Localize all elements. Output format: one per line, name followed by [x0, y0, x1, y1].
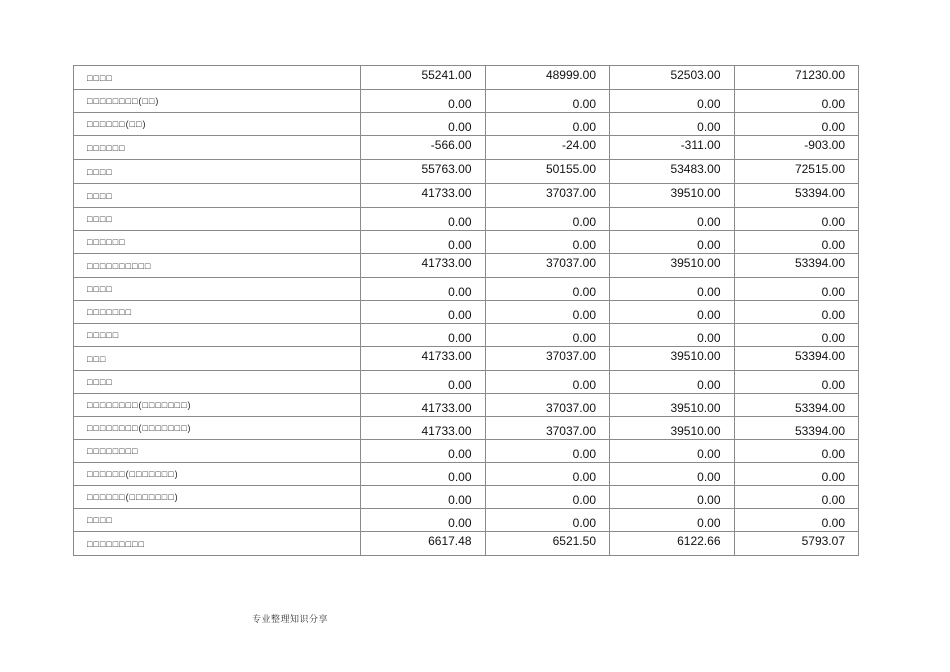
value-cell-col-4: 0.00	[734, 231, 859, 254]
value-cell-col-1: 0.00	[361, 324, 486, 347]
value-cell-col-2: 6521.50	[485, 532, 610, 556]
table-row	[74, 184, 859, 208]
row-label: □□□□□□(□□□□□□□)	[74, 463, 361, 486]
value-cell-col-3: 53483.00	[610, 160, 735, 184]
value-cell-col-2: 0.00	[485, 324, 610, 347]
value-cell-col-3: 0.00	[610, 113, 735, 136]
value-cell-col-3: 6122.66	[610, 532, 735, 556]
value-cell-col-4: 71230.00	[734, 66, 859, 90]
value-cell-col-2: 0.00	[485, 90, 610, 113]
value-cell-col-4: 0.00	[734, 208, 859, 231]
value-cell-col-1: 0.00	[361, 278, 486, 301]
row-label: □□□□□□□□□□	[74, 254, 361, 278]
table-row	[74, 532, 859, 556]
value-cell-col-1: 0.00	[361, 301, 486, 324]
value-cell-col-1: 0.00	[361, 509, 486, 532]
table-row	[74, 463, 859, 486]
table-row	[74, 113, 859, 136]
value-cell-col-4: -903.00	[734, 136, 859, 160]
value-cell-col-3: 0.00	[610, 486, 735, 509]
value-cell-col-4: 0.00	[734, 509, 859, 532]
value-cell-col-3: 39510.00	[610, 184, 735, 208]
value-cell-col-3: 0.00	[610, 231, 735, 254]
table-row	[74, 440, 859, 463]
value-cell-col-1: 0.00	[361, 463, 486, 486]
value-cell-col-4: 0.00	[734, 486, 859, 509]
table-row	[74, 231, 859, 254]
table-row	[74, 509, 859, 532]
row-label: □□□□	[74, 66, 361, 90]
value-cell-col-2: 50155.00	[485, 160, 610, 184]
value-cell-col-4: 0.00	[734, 113, 859, 136]
value-cell-col-2: 0.00	[485, 371, 610, 394]
value-cell-col-3: 0.00	[610, 301, 735, 324]
row-label: □□□□	[74, 184, 361, 208]
row-label: □□□□□□□	[74, 301, 361, 324]
value-cell-col-1: 41733.00	[361, 417, 486, 440]
value-cell-col-1: 0.00	[361, 231, 486, 254]
value-cell-col-4: 53394.00	[734, 417, 859, 440]
value-cell-col-3: 39510.00	[610, 254, 735, 278]
value-cell-col-3: 0.00	[610, 440, 735, 463]
value-cell-col-4: 0.00	[734, 463, 859, 486]
value-cell-col-1: 55763.00	[361, 160, 486, 184]
value-cell-col-3: 0.00	[610, 463, 735, 486]
value-cell-col-3: 0.00	[610, 509, 735, 532]
row-label: □□□□□□(□□□□□□□)	[74, 486, 361, 509]
value-cell-col-4: 53394.00	[734, 394, 859, 417]
row-label: □□□□□□(□□)	[74, 113, 361, 136]
value-cell-col-2: 37037.00	[485, 184, 610, 208]
value-cell-col-3: 39510.00	[610, 394, 735, 417]
value-cell-col-1: 41733.00	[361, 254, 486, 278]
value-cell-col-2: 0.00	[485, 301, 610, 324]
value-cell-col-3: 39510.00	[610, 417, 735, 440]
value-cell-col-4: 0.00	[734, 278, 859, 301]
financial-table-container	[73, 65, 859, 556]
value-cell-col-1: -566.00	[361, 136, 486, 160]
value-cell-col-1: 6617.48	[361, 532, 486, 556]
value-cell-col-2: 0.00	[485, 231, 610, 254]
row-label: □□□□	[74, 509, 361, 532]
row-label: □□□□□□□□	[74, 440, 361, 463]
value-cell-col-2: 0.00	[485, 440, 610, 463]
row-label: □□□□□□□□(□□)	[74, 90, 361, 113]
value-cell-col-1: 55241.00	[361, 66, 486, 90]
value-cell-col-2: 0.00	[485, 208, 610, 231]
value-cell-col-1: 0.00	[361, 486, 486, 509]
table-row	[74, 160, 859, 184]
row-label: □□□□□	[74, 324, 361, 347]
row-label: □□□□□□□□□	[74, 532, 361, 556]
table-row	[74, 324, 859, 347]
value-cell-col-2: 37037.00	[485, 417, 610, 440]
table-row	[74, 347, 859, 371]
table-row	[74, 394, 859, 417]
financial-table	[73, 65, 859, 556]
page-footer: 专业整理知识分享	[252, 615, 329, 625]
value-cell-col-4: 0.00	[734, 324, 859, 347]
value-cell-col-4: 0.00	[734, 371, 859, 394]
value-cell-col-2: 37037.00	[485, 254, 610, 278]
table-row	[74, 66, 859, 90]
row-label: □□□□	[74, 160, 361, 184]
value-cell-col-3: 0.00	[610, 208, 735, 231]
value-cell-col-2: 37037.00	[485, 347, 610, 371]
value-cell-col-2: 0.00	[485, 509, 610, 532]
row-label: □□□□□□□□(□□□□□□□)	[74, 394, 361, 417]
value-cell-col-1: 41733.00	[361, 347, 486, 371]
value-cell-col-2: -24.00	[485, 136, 610, 160]
value-cell-col-3: 0.00	[610, 90, 735, 113]
row-label: □□□□□□	[74, 136, 361, 160]
value-cell-col-3: -311.00	[610, 136, 735, 160]
value-cell-col-2: 48999.00	[485, 66, 610, 90]
value-cell-col-1: 0.00	[361, 113, 486, 136]
table-row	[74, 254, 859, 278]
value-cell-col-2: 0.00	[485, 463, 610, 486]
value-cell-col-2: 0.00	[485, 113, 610, 136]
value-cell-col-1: 0.00	[361, 440, 486, 463]
row-label: □□□□	[74, 278, 361, 301]
value-cell-col-4: 0.00	[734, 90, 859, 113]
value-cell-col-3: 0.00	[610, 278, 735, 301]
row-label: □□□	[74, 347, 361, 371]
row-label: □□□□	[74, 208, 361, 231]
table-row	[74, 90, 859, 113]
value-cell-col-4: 53394.00	[734, 347, 859, 371]
value-cell-col-1: 0.00	[361, 208, 486, 231]
table-row	[74, 371, 859, 394]
value-cell-col-2: 37037.00	[485, 394, 610, 417]
value-cell-col-1: 41733.00	[361, 184, 486, 208]
row-label: □□□□□□□□(□□□□□□□)	[74, 417, 361, 440]
value-cell-col-2: 0.00	[485, 486, 610, 509]
value-cell-col-4: 53394.00	[734, 184, 859, 208]
value-cell-col-3: 0.00	[610, 324, 735, 347]
value-cell-col-1: 0.00	[361, 371, 486, 394]
value-cell-col-4: 72515.00	[734, 160, 859, 184]
table-row	[74, 136, 859, 160]
value-cell-col-3: 0.00	[610, 371, 735, 394]
table-row	[74, 208, 859, 231]
table-row	[74, 417, 859, 440]
value-cell-col-3: 39510.00	[610, 347, 735, 371]
value-cell-col-1: 41733.00	[361, 394, 486, 417]
table-row	[74, 278, 859, 301]
financial-table-body	[74, 66, 859, 556]
value-cell-col-3: 52503.00	[610, 66, 735, 90]
table-row	[74, 486, 859, 509]
value-cell-col-4: 5793.07	[734, 532, 859, 556]
row-label: □□□□	[74, 371, 361, 394]
value-cell-col-4: 53394.00	[734, 254, 859, 278]
value-cell-col-1: 0.00	[361, 90, 486, 113]
value-cell-col-2: 0.00	[485, 278, 610, 301]
table-row	[74, 301, 859, 324]
row-label: □□□□□□	[74, 231, 361, 254]
value-cell-col-4: 0.00	[734, 440, 859, 463]
value-cell-col-4: 0.00	[734, 301, 859, 324]
